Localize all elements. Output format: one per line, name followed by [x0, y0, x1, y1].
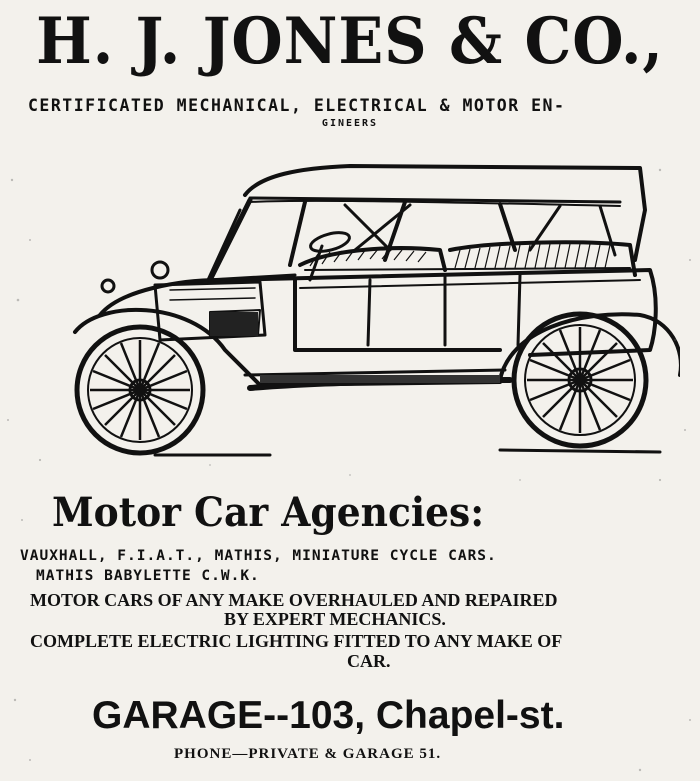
- garage-address: GARAGE--103, Chapel-st.: [92, 694, 565, 737]
- touring-car-illustration: [60, 150, 680, 470]
- agencies-heading: Motor Car Agencies:: [52, 489, 485, 536]
- agencies-line-2: MATHIS BABYLETTE C.W.K.: [36, 568, 260, 584]
- service-line-1: MOTOR CARS OF ANY MAKE OVERHAULED AND REPAIRED: [30, 590, 558, 610]
- subtitle-line-2: GINEERS: [321, 118, 379, 129]
- service-line-4: CAR.: [347, 651, 391, 671]
- service-line-2: BY EXPERT MECHANICS.: [224, 609, 446, 629]
- subtitle-line-1: CERTIFICATED MECHANICAL, ELECTRICAL & MOTOR EN-: [28, 96, 566, 115]
- phone-line: PHONE—PRIVATE & GARAGE 51.: [174, 746, 442, 762]
- agencies-line-1: VAUXHALL, F.I.A.T., MATHIS, MINIATURE CYCLE CARS.: [20, 548, 497, 564]
- service-line-3: COMPLETE ELECTRIC LIGHTING FITTED TO ANY MAKE OF: [30, 631, 563, 651]
- firm-name: H. J. JONES & CO.,: [36, 4, 664, 79]
